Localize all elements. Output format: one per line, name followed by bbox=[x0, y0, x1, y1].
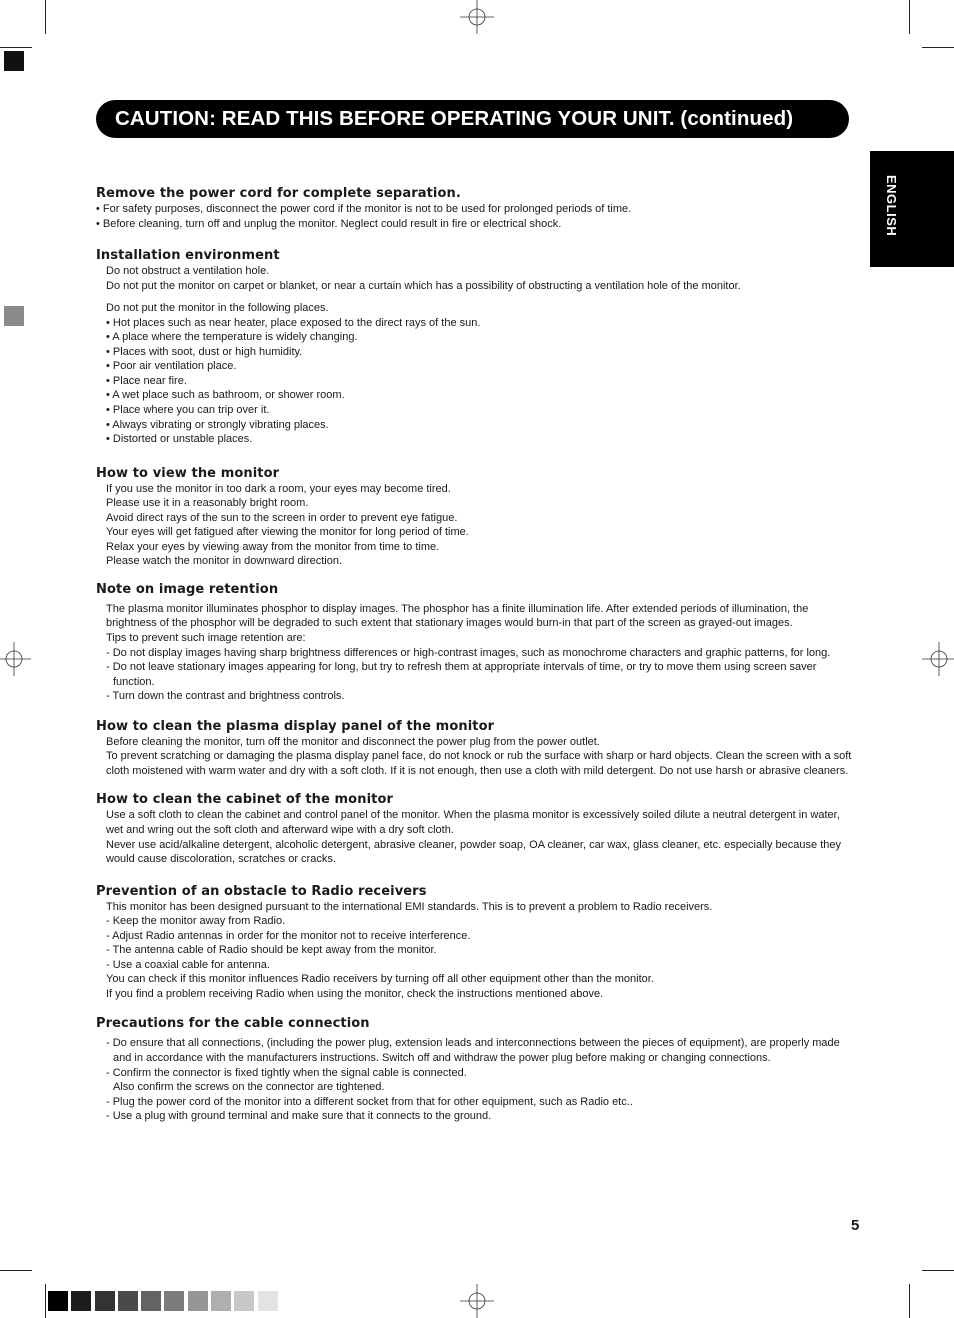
dash-item: - Confirm the connector is fixed tightly when the signal cable is connected. bbox=[106, 1066, 467, 1079]
document-body bbox=[96, 185, 852, 1124]
color-swatch bbox=[258, 1291, 278, 1311]
dash-item: - Turn down the contrast and brightness controls. bbox=[106, 690, 345, 703]
bullet-item: • A wet place such as bathroom, or shower room. bbox=[106, 389, 345, 402]
text-line: Do not put the monitor in the following places. bbox=[106, 302, 329, 315]
text-line: If you use the monitor in too dark a room, your eyes may become tired. bbox=[106, 482, 451, 495]
section-heading: How to clean the cabinet of the monitor bbox=[96, 792, 393, 808]
text-line: Do not put the monitor on carpet or blanket, or near a curtain which has a possibility of obstructing a ventilation hole of the monitor. bbox=[106, 279, 741, 292]
text-line: Please watch the monitor in downward direction. bbox=[106, 555, 343, 568]
language-tab-label: ENGLISH bbox=[884, 175, 899, 237]
registration-mark-icon bbox=[0, 642, 31, 676]
crop-mark bbox=[922, 47, 954, 48]
crop-mark bbox=[45, 1284, 46, 1318]
text-line: If you find a problem receiving Radio when using the monitor, check the instructions mentioned above. bbox=[106, 987, 604, 1000]
bullet-item: • Places with soot, dust or high humidity. bbox=[106, 345, 303, 358]
paragraph: Before cleaning the monitor, turn off the monitor and disconnect the power plug from the power outlet. bbox=[106, 735, 600, 748]
section-clean-panel bbox=[96, 718, 852, 779]
section-heading: Precautions for the cable connection bbox=[96, 1016, 370, 1032]
section-heading: Installation environment bbox=[96, 248, 280, 264]
color-swatch bbox=[211, 1291, 231, 1311]
section-view bbox=[96, 465, 852, 569]
text-line: Avoid direct rays of the sun to the screen in order to prevent eye fatigue. bbox=[106, 511, 458, 524]
text-line: Your eyes will get fatigued after viewing the monitor for long period of time. bbox=[106, 526, 469, 539]
dash-item: - Do not display images having sharp brightness differences or high-contrast images, such as monochrome characters and graphic patterns, for long. bbox=[106, 646, 831, 659]
crop-mark bbox=[0, 1270, 32, 1271]
language-tab bbox=[870, 151, 954, 267]
section-heading: Note on image retention bbox=[96, 581, 279, 597]
text-line: Also confirm the screws on the connector are tightened. bbox=[113, 1081, 385, 1094]
dash-item: - Plug the power cord of the monitor into a different socket from that for other equipment, such as Radio etc.. bbox=[106, 1095, 633, 1108]
section-heading: Prevention of an obstacle to Radio receivers bbox=[96, 883, 427, 899]
color-swatch bbox=[164, 1291, 184, 1311]
crop-mark bbox=[0, 47, 32, 48]
dash-item: - Use a plug with ground terminal and make sure that it connects to the ground. bbox=[106, 1110, 492, 1123]
section-retention bbox=[96, 581, 852, 704]
text-line: This monitor has been designed pursuant to the international EMI standards. This is to prevent a problem to Radio receivers. bbox=[106, 900, 713, 913]
color-swatch bbox=[71, 1291, 91, 1311]
bullet-item: • A place where the temperature is widely changing. bbox=[106, 331, 358, 344]
print-marker-square bbox=[4, 51, 24, 71]
paragraph: To prevent scratching or damaging the plasma display panel face, do not knock or rub the surface with sharp or hard objects. Clean the screen with a soft cloth moistened with warm water and dry with a soft cloth. If it is not enough, then use a cloth with mild detergent. Do not use harsh or abrasive cleaners. bbox=[106, 750, 852, 777]
bullet-item: • Before cleaning, turn off and unplug the monitor. Neglect could result in fire or electrical shock. bbox=[96, 217, 562, 230]
text-line: Do not obstruct a ventilation hole. bbox=[106, 265, 270, 278]
section-heading: How to clean the plasma display panel of the monitor bbox=[96, 718, 495, 734]
color-swatch bbox=[48, 1291, 68, 1311]
section-heading: How to view the monitor bbox=[96, 465, 280, 481]
page-number: 5 bbox=[851, 1217, 860, 1234]
registration-mark-icon bbox=[460, 0, 494, 34]
dash-item: - Do not leave stationary images appearing for long, but try to refresh them at appropriate intervals of time, or try to move them using screen saver function. bbox=[106, 661, 817, 688]
bullet-item: • Always vibrating or strongly vibrating places. bbox=[106, 418, 329, 431]
dash-item: - Keep the monitor away from Radio. bbox=[106, 915, 286, 928]
registration-mark-icon bbox=[460, 1284, 494, 1318]
text-line: Relax your eyes by viewing away from the monitor from time to time. bbox=[106, 540, 440, 553]
dash-item: - Use a coaxial cable for antenna. bbox=[106, 958, 270, 971]
text-line: Please use it in a reasonably bright room. bbox=[106, 497, 309, 510]
color-calibration-bar bbox=[48, 1291, 281, 1311]
crop-mark bbox=[922, 1270, 954, 1271]
color-swatch bbox=[234, 1291, 254, 1311]
paragraph: Use a soft cloth to clean the cabinet and control panel of the monitor. When the plasma monitor is excessively soiled dilute a neutral detergent in water, wet and wring out the soft cloth and afterward wipe with a dry soft cloth. bbox=[106, 809, 840, 836]
text-line: You can check if this monitor influences Radio receivers by turning off all other equipment other than the monitor. bbox=[106, 973, 654, 986]
crop-mark bbox=[909, 0, 910, 34]
print-marker-square bbox=[4, 306, 24, 326]
text-line: Tips to prevent such image retention are: bbox=[106, 632, 306, 645]
crop-mark bbox=[909, 1284, 910, 1318]
section-installation bbox=[96, 247, 852, 447]
bullet-item: • Distorted or unstable places. bbox=[106, 433, 253, 446]
section-clean-cabinet bbox=[96, 791, 852, 866]
bullet-item: • For safety purposes, disconnect the power cord if the monitor is not to be used for prolonged periods of time. bbox=[96, 203, 632, 215]
section-power-cord bbox=[96, 185, 852, 231]
color-swatch bbox=[118, 1291, 138, 1311]
dash-item: - The antenna cable of Radio should be kept away from the monitor. bbox=[106, 944, 437, 957]
registration-mark-icon bbox=[922, 642, 954, 676]
paragraph: The plasma monitor illuminates phosphor to display images. The phosphor has a finite illumination life. After extended periods of illumination, the brightness of the phosphor will be degraded to such extent that stationary images would burn-in that part of the screen as grayed-out images. bbox=[106, 602, 809, 630]
page-title: CAUTION: READ THIS BEFORE OPERATING YOUR UNIT. (continued) bbox=[96, 100, 849, 138]
section-heading: Remove the power cord for complete separation. bbox=[96, 186, 461, 201]
paragraph: Never use acid/alkaline detergent, alcoholic detergent, abrasive cleaner, powder soap, OA cleaner, car wax, glass cleaner, etc. especially because they would cause discoloration, scratches or cracks. bbox=[106, 838, 841, 866]
bullet-item: • Place where you can trip over it. bbox=[106, 404, 270, 417]
color-swatch bbox=[188, 1291, 208, 1311]
color-swatch bbox=[95, 1291, 115, 1311]
color-swatch bbox=[141, 1291, 161, 1311]
crop-mark bbox=[45, 0, 46, 34]
dash-item: - Adjust Radio antennas in order for the monitor not to receive interference. bbox=[106, 929, 471, 942]
section-radio bbox=[96, 883, 852, 1002]
bullet-item: • Place near fire. bbox=[106, 374, 187, 387]
bullet-item: • Hot places such as near heater, place exposed to the direct rays of the sun. bbox=[106, 316, 481, 329]
bullet-item: • Poor air ventilation place. bbox=[106, 360, 237, 373]
dash-item: - Do ensure that all connections, (including the power plug, extension leads and interconnections between the pieces of equipment), are properly made and in accordance with the manufacturers instructions. Switch off and withdraw the power plug before making or changing connections. bbox=[106, 1037, 840, 1064]
section-cable bbox=[96, 1015, 852, 1123]
